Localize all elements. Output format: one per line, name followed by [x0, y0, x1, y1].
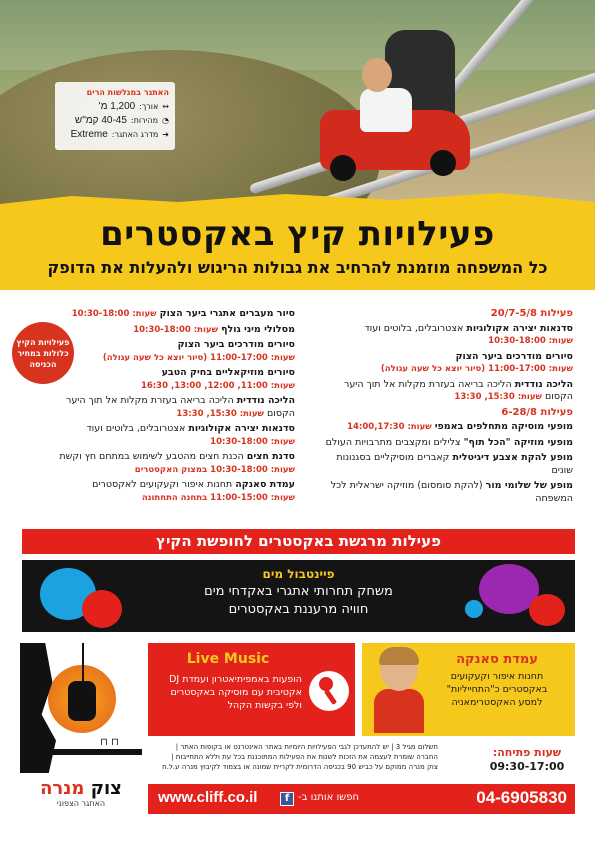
live-music-line: הופעות באמפיתיאטרון ועמדת DJ — [169, 674, 302, 685]
activity-desc: אצטרובלים, בלוטים ועוד — [364, 322, 464, 334]
climbing-rope — [82, 643, 84, 683]
opening-hours-label: שעות פתיחה: — [492, 746, 562, 759]
activity-hours: שעות: 10:30-18:00 — [71, 309, 157, 319]
phone-number[interactable]: 04-6905830 — [476, 788, 567, 807]
activity-name: מופע של שלומי מור — [485, 480, 573, 491]
activity-hours: שעות: 15:30, 13:30 — [176, 408, 264, 419]
activity-item — [40, 367, 295, 392]
website-link[interactable]: www.cliff.co.il — [158, 789, 258, 806]
activity-hours: שעות: 11:00, 12:00, 13:00, 16:30 — [140, 380, 295, 391]
brand-logo — [20, 778, 142, 808]
fine-print-line: החברה שומרת לעצמה את הזכות לשנות את הפעילות המתוכננת בכל עת וללא התחייבות | — [171, 753, 438, 761]
fine-print-line: צוק מנרה ממוקם על כביש 90 בכניסה הדרומית לקריית שמונה או בצמוד לקיבוץ מנרה ע.ל.ח — [162, 763, 438, 771]
facebook-icon[interactable]: f — [280, 792, 294, 806]
info-level-value: Extreme — [70, 129, 108, 140]
activity-hours: שעות: 10:30-18:00 במצוק האקסטרים — [134, 464, 295, 475]
live-music-text — [152, 673, 302, 712]
activity-item — [40, 339, 295, 364]
paintball-text — [22, 566, 575, 619]
activity-name: הליכה נודדית — [514, 378, 573, 390]
activity-desc: צלילים ומקצבים מתרבויות העולם — [325, 436, 461, 448]
cart-wheel — [430, 150, 456, 176]
follow-us-text: חפשו אותנו ב- — [298, 792, 360, 803]
activity-item — [40, 423, 295, 448]
opening-hours-value: 09:30-17:00 — [489, 760, 565, 773]
activity-hours: שעות: 15:30, 13:30 — [454, 392, 542, 402]
kid-hair — [379, 647, 419, 665]
info-level-label: מדרג האתגר: — [111, 130, 159, 139]
page-title: פעילויות קיץ באקסטרים — [100, 214, 495, 254]
live-music-line: אקטיבית עם מוסיקה באקסטרים — [170, 687, 302, 698]
arrow-icon: ➜ — [162, 130, 169, 139]
page-subtitle: כל המשפחה מוזמנת להרחיב את גבולות הריגוש ולהעלות את הדופק — [47, 258, 548, 277]
activity-item — [321, 379, 573, 404]
activity-name: מופעי מוזיקה "הכל תוף" — [463, 436, 573, 448]
activity-hours: שעות: 10:30-18:00 — [133, 324, 219, 335]
activity-item — [321, 421, 573, 434]
face-paint-title: עמדת סאנקה — [456, 652, 538, 667]
activity-name: מופע להקת אצבע דיגיטלית — [452, 452, 573, 463]
live-music-title: Live Music — [186, 651, 270, 667]
cable-car-icon: ⊓ ⊓ — [100, 737, 119, 748]
activity-desc: הליכה בריאה בעזרת מקלות אל תוך היער הקסום — [343, 378, 573, 402]
activity-desc: תחנות איפור וקעקועים לאקסטרים — [92, 479, 233, 490]
fine-print — [148, 742, 438, 772]
activity-desc: קאברים מוסיקליים בסגנונות שונים — [336, 452, 573, 476]
paintball-title: פיינטבול מים — [262, 567, 335, 581]
activity-name: עמדת סאנקה — [235, 479, 295, 490]
logo-name — [20, 778, 142, 799]
schedule-left-column — [40, 308, 295, 507]
activity-name: מסלולי מיני גולף — [221, 323, 295, 335]
info-speed-row — [61, 114, 169, 128]
live-music-box — [148, 643, 355, 736]
activity-name: סיור מעברים אתגרי ביער הצוק — [159, 308, 295, 319]
info-length-value: 1,200 מ' — [98, 101, 136, 112]
activity-desc: הכנת חצים מהטבע לשימוש במתחם חץ וקשת — [59, 451, 244, 462]
activity-item — [321, 437, 573, 450]
activity-hours: שעות: 10:30-18:00 — [210, 436, 295, 447]
contact-bar — [148, 784, 575, 814]
logo-tagline: האתגר הצפוני — [56, 799, 106, 808]
logo-name-part1: צוק — [90, 778, 122, 799]
summer-stripe: פעילות מרגשת באקסטרים לחופשת הקיץ — [22, 529, 575, 554]
activity-desc: הליכה בריאה בעזרת מקלות אל תוך היער הקסום — [65, 395, 295, 419]
face-paint-line: למסע האקסטרימאניה — [451, 697, 543, 708]
date-heading: פעילות 20/7-5/8 — [490, 308, 573, 319]
info-length-label: אורך: — [139, 102, 159, 111]
info-speed-value: 40-45 קמ"ש — [74, 115, 127, 126]
activity-item — [40, 479, 295, 504]
activity-desc: אצטרובלים, בלוטים ועוד — [86, 423, 186, 434]
activity-item — [40, 308, 295, 321]
activity-name: סדנאות יצירה אקולוגיות — [188, 423, 295, 434]
activity-hours: שעות: 10:30-18:00 — [488, 336, 573, 346]
paintball-line: חוויה מרעננת באקסטרים — [228, 602, 369, 617]
ground-line — [20, 749, 142, 755]
live-music-line: ולפי בקשות הקהל — [227, 700, 302, 711]
activity-name: מופעי מוסיקה מתחלפים באמפי — [434, 421, 573, 432]
face-paint-line: באקסטרים כ"התחייליות" — [446, 684, 548, 695]
climber-figure-icon — [68, 681, 96, 721]
face-paint-text — [427, 651, 567, 709]
face-paint-box — [362, 643, 575, 736]
activity-name: סדנת חצים — [246, 451, 295, 462]
info-speed-label: מהירות: — [130, 116, 159, 125]
activity-item — [321, 323, 573, 348]
activity-name: סיורים מודרכים ביער הצוק — [177, 339, 295, 350]
rider-body — [360, 88, 412, 132]
activity-name: הליכה נודדית — [236, 395, 295, 406]
activity-hours: שעות: 14:00,17:30 — [347, 422, 432, 432]
speedometer-icon: ◔ — [162, 116, 169, 125]
activity-hours: שעות: 11:00-17:00 (סיור יוצא כל שעה עגולה) — [380, 364, 573, 374]
fine-print-line: תשלום מגיל 3 | יש להתעדכן לגבי הפעילויות היומיות באתר האינטרנט או בקופות האתר | — [175, 743, 438, 751]
microphone-icon — [309, 671, 349, 711]
activity-hours: שעות: 11:00-17:00 (סיור יוצא כל שעה עגולה) — [102, 352, 295, 363]
schedule-right-column — [321, 308, 573, 508]
activity-item — [321, 480, 573, 505]
activity-item — [40, 324, 295, 337]
schedule-section — [0, 300, 595, 525]
activity-name: סיורים מוזיקאליים בחיק הטבע — [161, 367, 295, 378]
paintball-line: משחק תחרותי אתגרי באקדחי מים — [204, 584, 393, 599]
info-length-row — [61, 100, 169, 114]
coaster-info-box — [55, 82, 175, 150]
climber-illustration — [20, 643, 142, 773]
activity-item — [321, 351, 573, 376]
cart-wheel — [330, 155, 356, 181]
activity-name: סדנאות יצירה אקולוגיות — [466, 322, 573, 334]
included-badge: פעילויות הקיץ כלולות במחיר הכניסה — [12, 322, 74, 384]
activity-item — [40, 395, 295, 420]
kid-thumbs-up-image — [374, 649, 424, 733]
face-paint-line: תחנות איפור וקעקועים — [450, 671, 544, 682]
activity-item — [321, 452, 573, 477]
info-level-row — [61, 128, 169, 142]
activity-hours: שעות: 11:00-15:00 בתחנה התחתונה — [141, 492, 295, 503]
logo-name-part2: מנרה — [40, 778, 85, 799]
hero-photo — [0, 0, 595, 210]
rider-head — [362, 58, 392, 92]
date-heading: פעילות 6-28/8 — [501, 406, 573, 418]
kid-shirt — [374, 689, 424, 733]
activity-name: סיורים מודרכים ביער הצוק — [455, 350, 573, 362]
info-title: האתגר במגלשות הרים — [86, 88, 169, 97]
paintball-banner — [22, 560, 575, 632]
activity-desc: (להקת סומסום) מוזיקה ישראלית לכל המשפחה — [330, 480, 573, 504]
activity-item — [40, 451, 295, 476]
ruler-icon: ↔ — [162, 102, 169, 111]
